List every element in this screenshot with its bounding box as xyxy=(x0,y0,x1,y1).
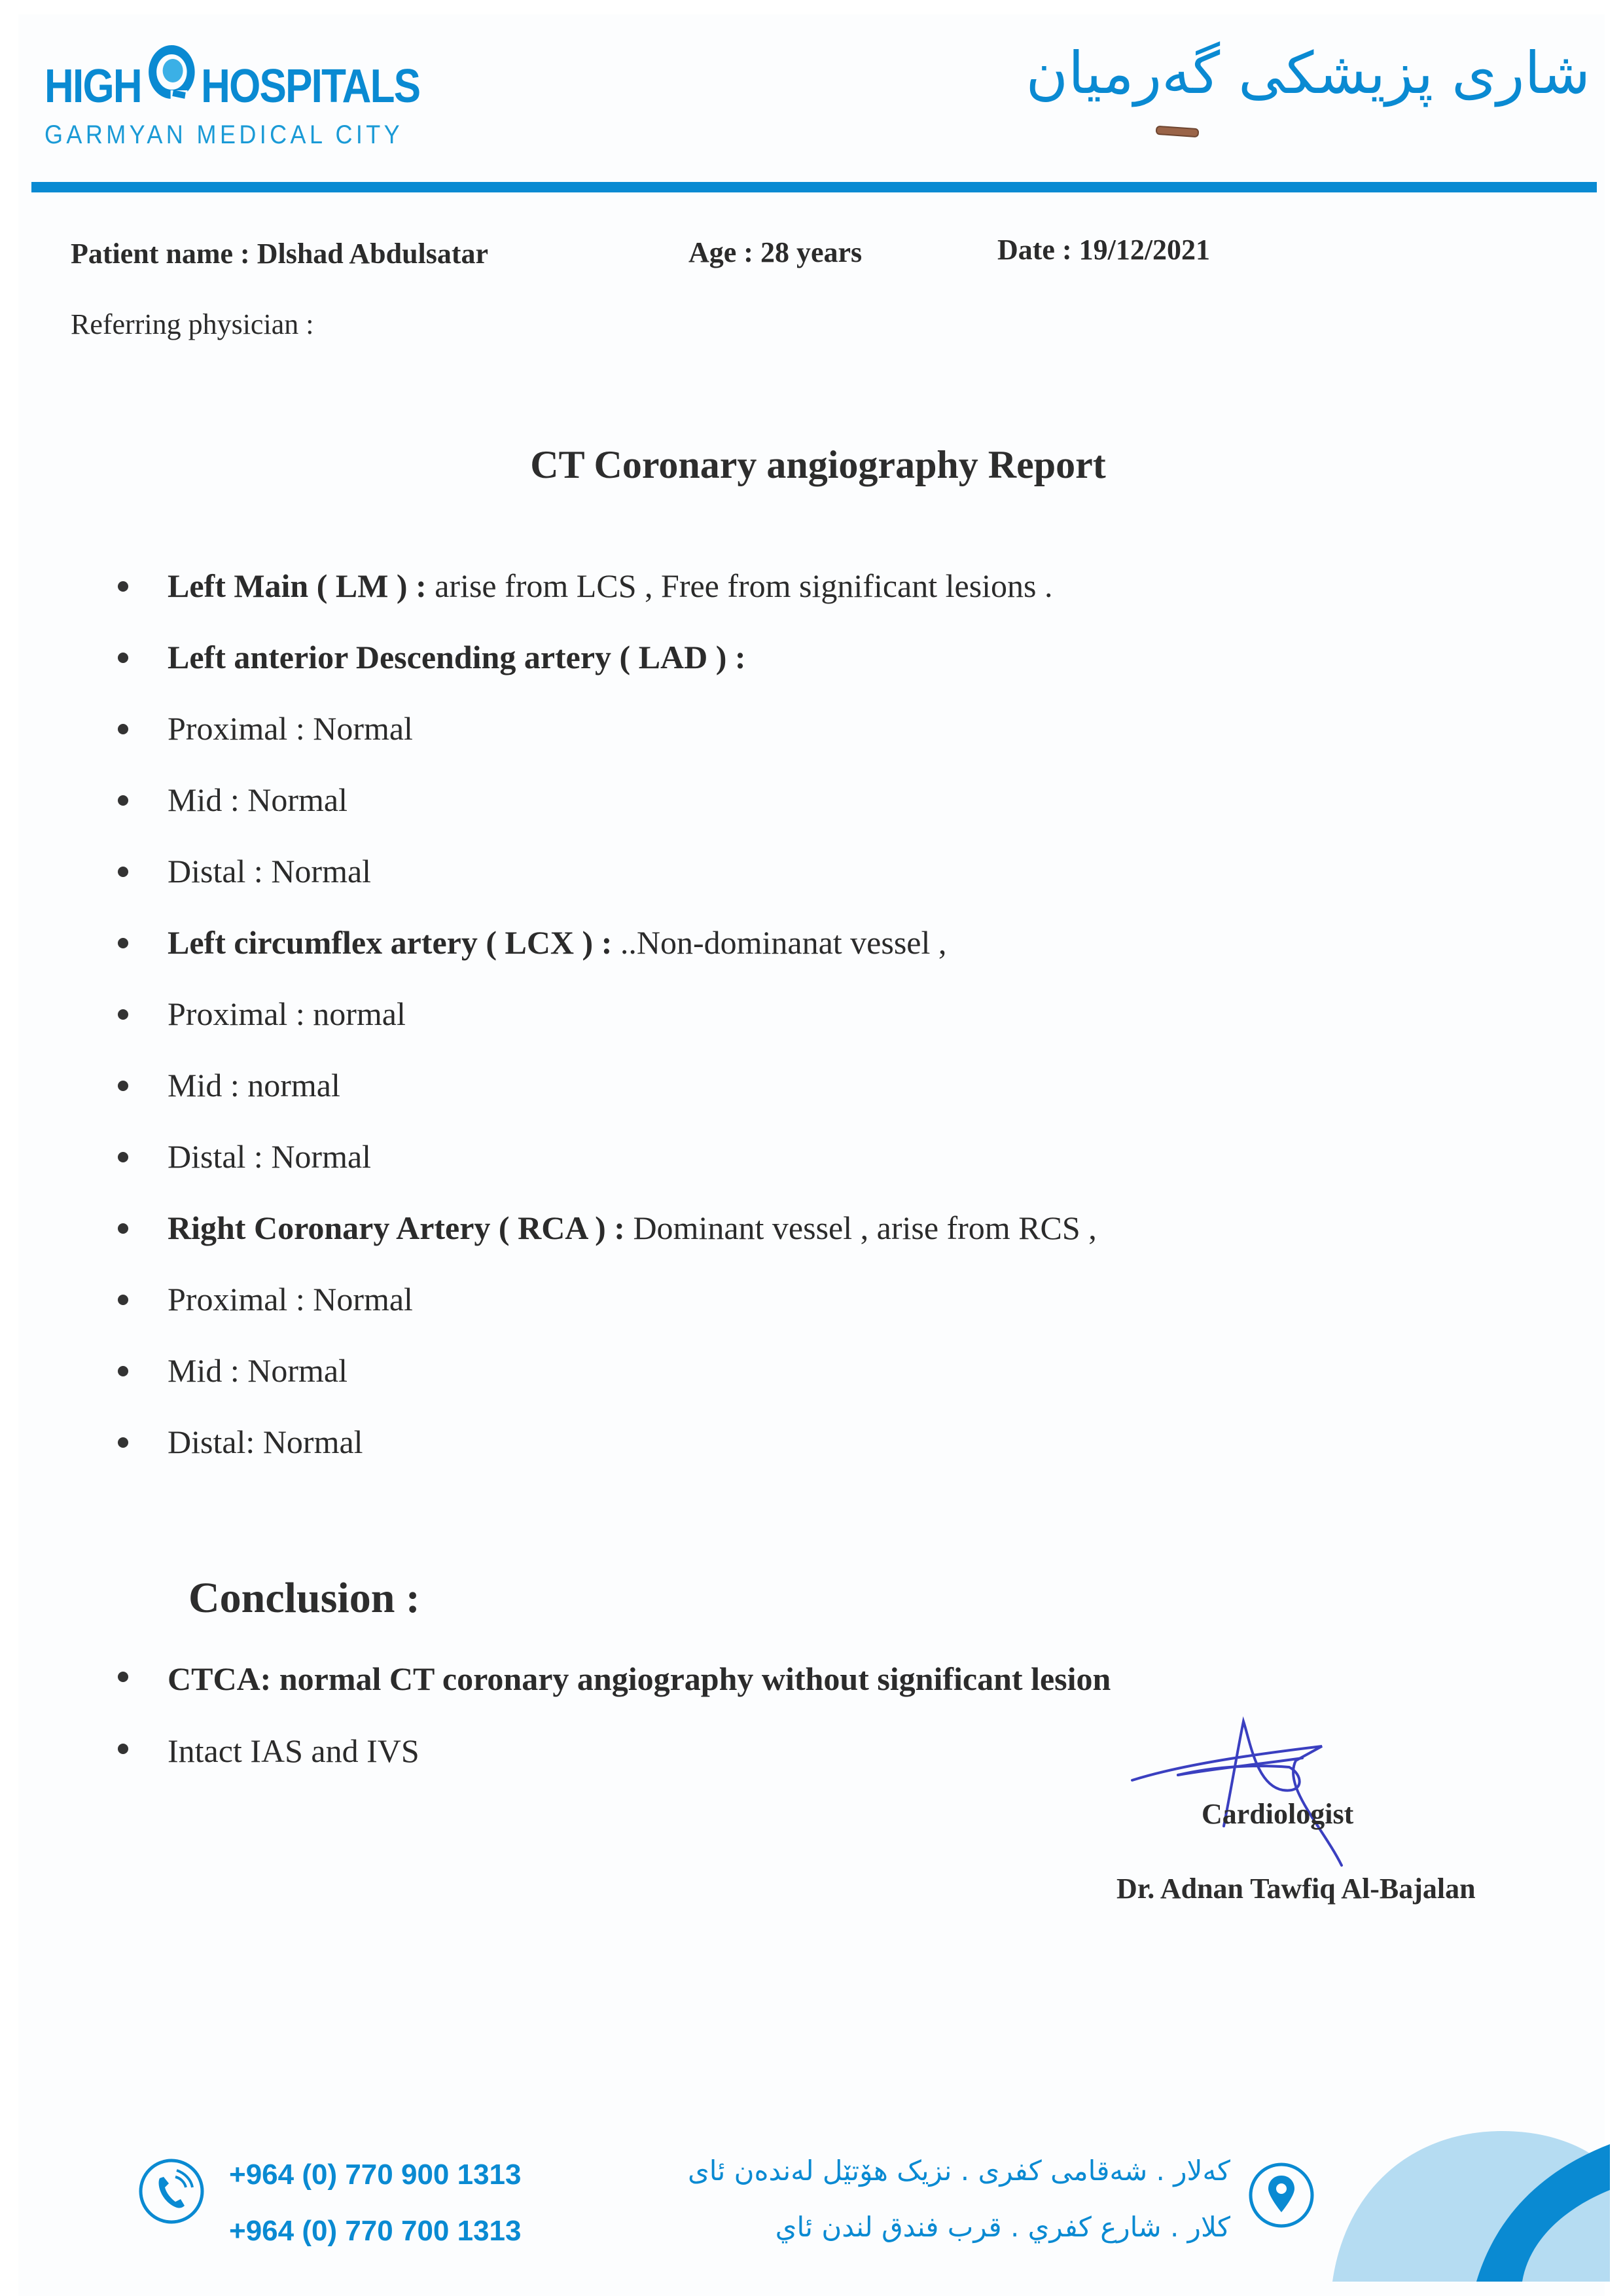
item-text xyxy=(168,569,1053,602)
item-value: Mid : normal xyxy=(168,1067,340,1103)
report-title: CT Coronary angiography Report xyxy=(530,443,1106,486)
item-value: Proximal : Normal xyxy=(168,1281,413,1318)
bullet-icon xyxy=(118,1223,128,1234)
phone-numbers xyxy=(229,2147,522,2259)
item-label: Left Main ( LM ) : xyxy=(168,567,427,604)
header-divider xyxy=(31,182,1597,192)
item-text xyxy=(168,712,413,745)
bullet-icon xyxy=(118,1366,128,1376)
bullet-icon xyxy=(118,724,128,734)
item-value: Mid : Normal xyxy=(168,781,348,818)
item-value: Dominant vessel , arise from RCS , xyxy=(624,1210,1097,1246)
address-arabic: كلار . شارع كفري . قرب فندق لندن ئاي xyxy=(775,2211,1230,2243)
kurdish-hospital-title: شاری پزیشکی گەرمیان xyxy=(1026,39,1590,107)
report-date: Date : 19/12/2021 xyxy=(997,234,1211,266)
logo-wordmark xyxy=(45,31,420,113)
bullet-icon xyxy=(118,938,128,948)
item-text xyxy=(168,1140,371,1173)
bullet-icon xyxy=(118,1295,128,1305)
signer-role: Cardiologist xyxy=(1202,1798,1354,1830)
phone-number-1: +964 (0) 770 900 1313 xyxy=(229,2159,522,2191)
bullet-icon xyxy=(118,1081,128,1091)
item-text xyxy=(168,783,348,816)
bullet-icon xyxy=(118,1009,128,1020)
item-value: Distal : Normal xyxy=(168,853,372,889)
patient-age: Age : 28 years xyxy=(688,236,863,268)
bullet-icon xyxy=(118,1152,128,1162)
address-kurdish: کەلار . شەقامی کفری . نزیک هۆتێل لەندەن ئای xyxy=(687,2155,1230,2187)
item-text xyxy=(168,1660,1111,1698)
conclusion-heading: Conclusion : xyxy=(188,1574,420,1622)
hospital-logo xyxy=(45,31,481,150)
address-block xyxy=(688,2143,1230,2255)
logo-right-text: HOSPITALS xyxy=(201,60,420,113)
bullet-icon xyxy=(118,1672,128,1682)
doctor-name: Dr. Adnan Tawfiq Al-Bajalan xyxy=(1116,1873,1476,1905)
logo-q-icon xyxy=(148,30,195,109)
item-text xyxy=(168,1069,340,1102)
patient-name: Patient name : Dlshad Abdulsatar xyxy=(71,238,489,270)
item-text xyxy=(168,1354,348,1387)
item-value: Proximal : normal xyxy=(168,996,406,1032)
item-value: Intact IAS and IVS xyxy=(168,1732,419,1769)
bullet-icon xyxy=(118,867,128,877)
logo-subtitle: GARMYAN MEDICAL CITY xyxy=(45,120,404,149)
report-title-row xyxy=(0,442,1623,488)
item-text xyxy=(168,997,406,1030)
item-label: Left anterior Descending artery ( LAD ) : xyxy=(168,639,746,675)
handwritten-signature xyxy=(1126,1702,1400,1885)
logo-left-text: HIGH xyxy=(45,60,141,113)
phone-icon xyxy=(137,2157,205,2225)
item-text xyxy=(168,1283,413,1316)
bullet-icon xyxy=(118,1744,128,1754)
bullet-icon xyxy=(118,581,128,592)
item-value: Mid : Normal xyxy=(168,1352,348,1389)
bullet-icon xyxy=(118,795,128,806)
item-text xyxy=(168,1732,419,1770)
item-label: CTCA: normal CT coronary angiography without significant lesion xyxy=(168,1660,1111,1697)
map-pin-icon xyxy=(1247,2161,1315,2229)
item-label: Right Coronary Artery ( RCA ) : xyxy=(168,1210,625,1246)
item-text xyxy=(168,641,746,673)
phone-number-2: +964 (0) 770 700 1313 xyxy=(229,2215,522,2247)
item-value: ..Non-dominanat vessel , xyxy=(612,924,947,961)
corner-decoration xyxy=(1332,2131,1610,2282)
item-text xyxy=(168,1211,1097,1244)
item-value: Distal : Normal xyxy=(168,1138,372,1175)
item-label: Left circumflex artery ( LCX ) : xyxy=(168,924,613,961)
bullet-icon xyxy=(118,1437,128,1448)
bullet-icon xyxy=(118,653,128,663)
item-text xyxy=(168,926,946,959)
item-value: arise from LCS , Free from significant lesions . xyxy=(426,567,1053,604)
item-value: Proximal : Normal xyxy=(168,710,413,747)
item-value: Distal: Normal xyxy=(168,1424,363,1460)
referring-physician: Referring physician : xyxy=(71,308,314,340)
item-text xyxy=(168,855,371,888)
item-text xyxy=(168,1426,363,1458)
